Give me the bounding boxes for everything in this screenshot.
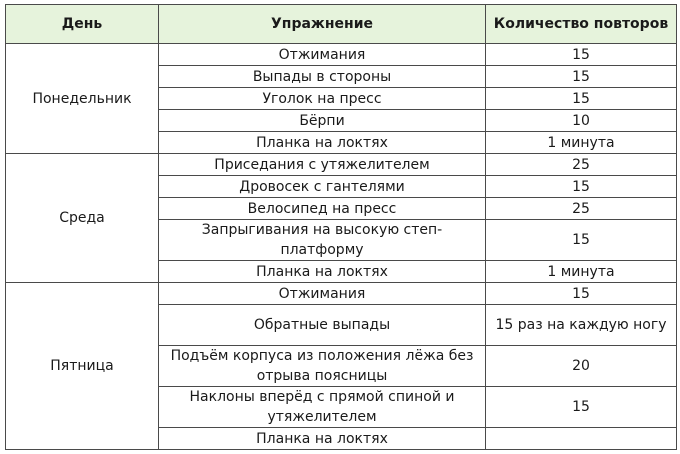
- reps-cell: 15: [486, 220, 677, 261]
- reps-cell: 15: [486, 66, 677, 88]
- reps-cell: 15: [486, 44, 677, 66]
- reps-cell: 20: [486, 346, 677, 387]
- exercise-cell: Отжимания: [159, 44, 486, 66]
- reps-cell: 25: [486, 154, 677, 176]
- exercise-cell: Бёрпи: [159, 110, 486, 132]
- table-row: [6, 44, 677, 66]
- reps-cell: 1 минута: [486, 132, 677, 154]
- header-row: [6, 5, 677, 44]
- reps-cell: 15: [486, 88, 677, 110]
- exercise-cell: Дровосек с гантелями: [159, 176, 486, 198]
- header-exercise: Упражнение: [159, 5, 486, 44]
- exercise-cell: Приседания с утяжелителем: [159, 154, 486, 176]
- workout-table: [5, 4, 677, 450]
- reps-cell: 15 раз на каждую ногу: [486, 305, 677, 346]
- reps-cell: 15: [486, 387, 677, 428]
- exercise-cell: Запрыгивания на высокую степ-платформу: [159, 220, 486, 261]
- exercise-cell: Отжимания: [159, 283, 486, 305]
- exercise-cell: Велосипед на пресс: [159, 198, 486, 220]
- exercise-cell: Планка на локтях: [159, 428, 486, 450]
- reps-cell: 10: [486, 110, 677, 132]
- reps-cell: 25: [486, 198, 677, 220]
- reps-cell: 1 минута: [486, 261, 677, 283]
- day-cell: Понедельник: [6, 44, 159, 154]
- table-row: [6, 154, 677, 176]
- reps-cell: 15: [486, 176, 677, 198]
- reps-cell: [486, 428, 677, 450]
- table-row: [6, 283, 677, 305]
- day-cell: Пятница: [6, 283, 159, 450]
- reps-cell: 15: [486, 283, 677, 305]
- exercise-cell: Уголок на пресс: [159, 88, 486, 110]
- header-day: День: [6, 5, 159, 44]
- exercise-cell: Подъём корпуса из положения лёжа без отрыва поясницы: [159, 346, 486, 387]
- exercise-cell: Планка на локтях: [159, 261, 486, 283]
- exercise-cell: Выпады в стороны: [159, 66, 486, 88]
- header-reps: Количество повторов: [486, 5, 677, 44]
- exercise-cell: Планка на локтях: [159, 132, 486, 154]
- day-cell: Среда: [6, 154, 159, 283]
- exercise-cell: Обратные выпады: [159, 305, 486, 346]
- exercise-cell: Наклоны вперёд с прямой спиной и утяжелителем: [159, 387, 486, 428]
